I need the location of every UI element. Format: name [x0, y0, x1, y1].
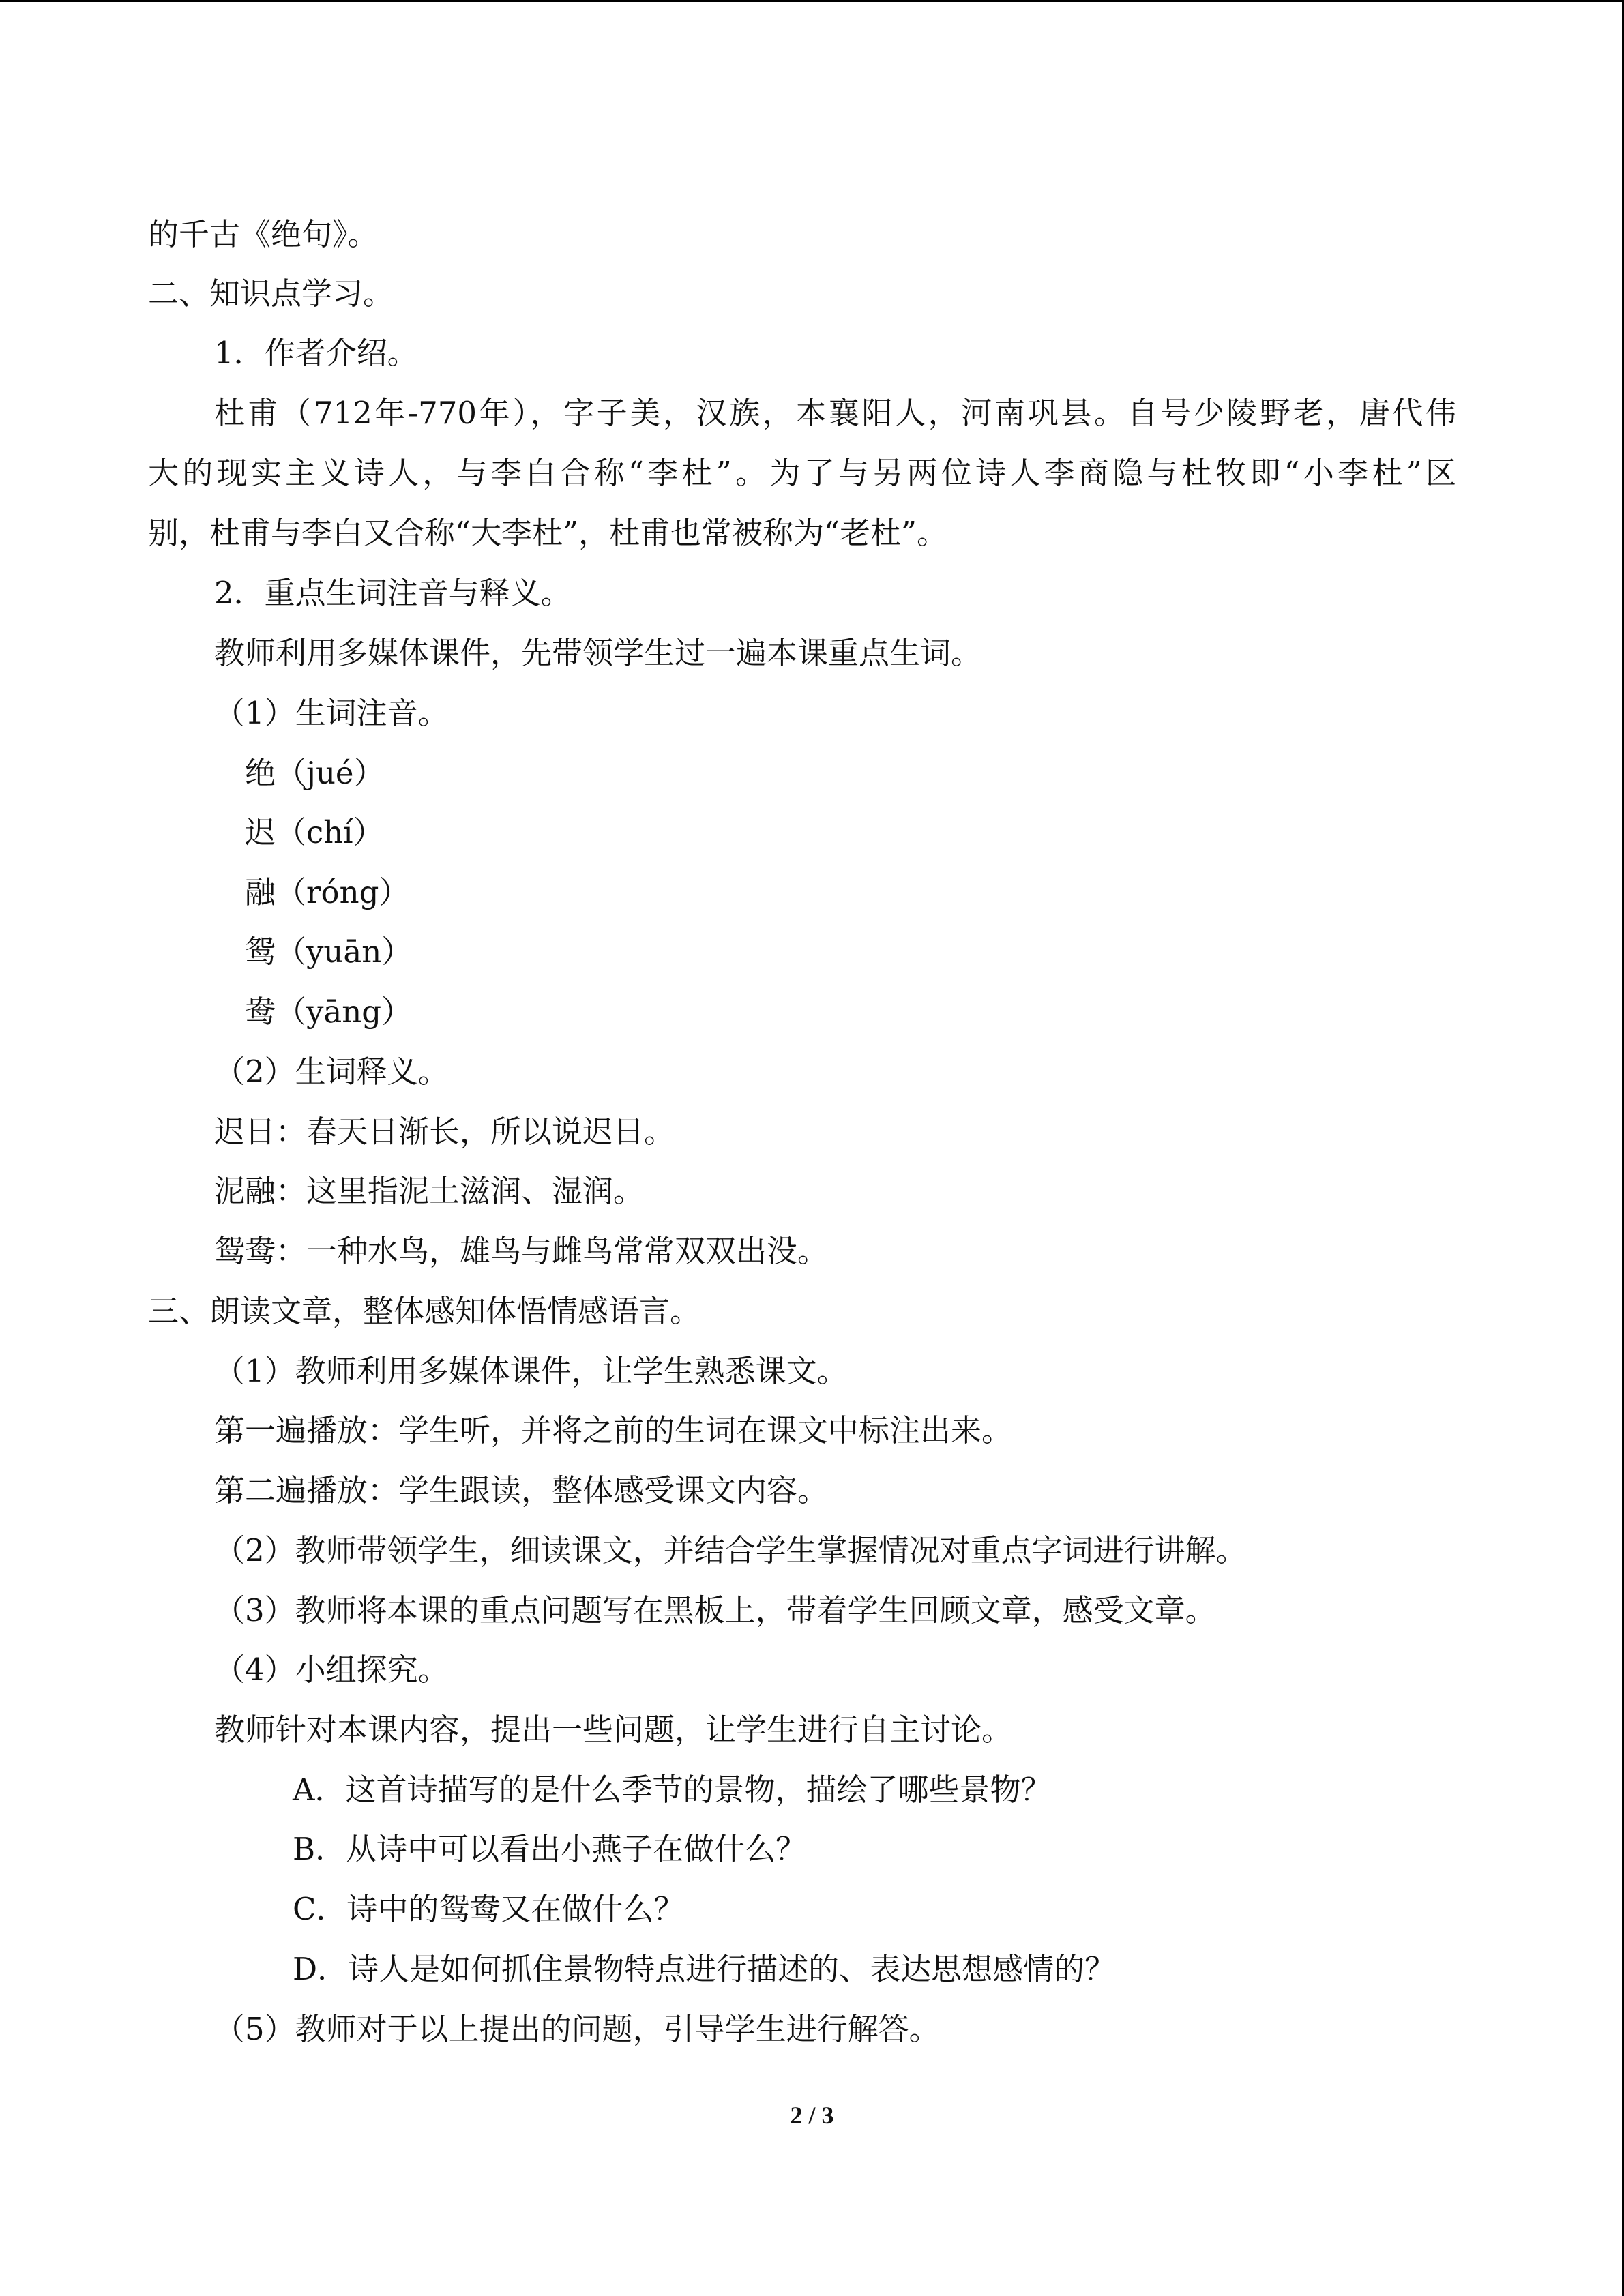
- section-heading: 三、朗读文章，整体感知体悟情感语言。: [148, 1293, 701, 1329]
- subsection-heading: 2．重点生词注音与释义。: [214, 575, 572, 611]
- top-border: [0, 0, 1624, 2]
- paragraph-line: 大的现实主义诗人，与李白合称“李杜”。为了与另两位诗人李商隐与杜牧即“小李杜”区: [148, 455, 1456, 491]
- definition-item: 泥融：这里指泥土滋润、湿润。: [214, 1173, 645, 1209]
- step-item: （2）教师带领学生，细读课文，并结合学生掌握情况对重点字词进行讲解。: [214, 1532, 1247, 1568]
- paragraph-line: 别，杜甫与李白又合称“大李杜”，杜甫也常被称为“老杜”。: [148, 515, 948, 551]
- vocab-item: 迟（chí）: [245, 814, 384, 850]
- section-heading: 二、知识点学习。: [148, 275, 394, 312]
- text-line: 教师针对本课内容，提出一些问题，让学生进行自主讨论。: [214, 1712, 1013, 1748]
- text-line: 第一遍播放：学生听，并将之前的生词在课文中标注出来。: [214, 1412, 1013, 1448]
- question-item: B．从诗中可以看出小燕子在做什么？: [293, 1831, 807, 1867]
- vocab-item: 鸳（yuān）: [245, 934, 413, 970]
- subsection-heading: 1．作者介绍。: [214, 335, 418, 371]
- text-line: 教师利用多媒体课件，先带领学生过一遍本课重点生词。: [214, 635, 982, 671]
- question-item: A．这首诗描写的是什么季节的景物，描绘了哪些景物？: [293, 1772, 1052, 1808]
- vocab-item: 绝（jué）: [245, 755, 385, 791]
- list-heading: （1）生词注音。: [214, 695, 449, 731]
- list-heading: （2）生词释义。: [214, 1054, 449, 1090]
- page-number: 2 / 3: [790, 2102, 834, 2129]
- definition-item: 鸳鸯：一种水鸟，雄鸟与雌鸟常常双双出没。: [214, 1233, 829, 1269]
- vocab-item: 融（róng）: [245, 874, 410, 910]
- text-line: 第二遍播放：学生跟读，整体感受课文内容。: [214, 1472, 829, 1508]
- step-item: （4）小组探究。: [214, 1652, 449, 1688]
- vocab-item: 鸯（yāng）: [245, 994, 413, 1030]
- question-item: D．诗人是如何抓住景物特点进行描述的、表达思想感情的？: [293, 1951, 1116, 1987]
- question-item: C．诗中的鸳鸯又在做什么？: [293, 1891, 685, 1927]
- text-line: 的千古《绝句》。: [148, 216, 379, 252]
- paragraph-line: 杜甫（712年-770年），字子美，汉族，本襄阳人，河南巩县。自号少陵野老，唐代伟: [214, 395, 1456, 431]
- step-item: （3）教师将本课的重点问题写在黑板上，带着学生回顾文章，感受文章。: [214, 1592, 1216, 1628]
- step-item: （5）教师对于以上提出的问题，引导学生进行解答。: [214, 2011, 940, 2047]
- step-item: （1）教师利用多媒体课件，让学生熟悉课文。: [214, 1353, 848, 1389]
- definition-item: 迟日：春天日渐长，所以说迟日。: [214, 1114, 675, 1150]
